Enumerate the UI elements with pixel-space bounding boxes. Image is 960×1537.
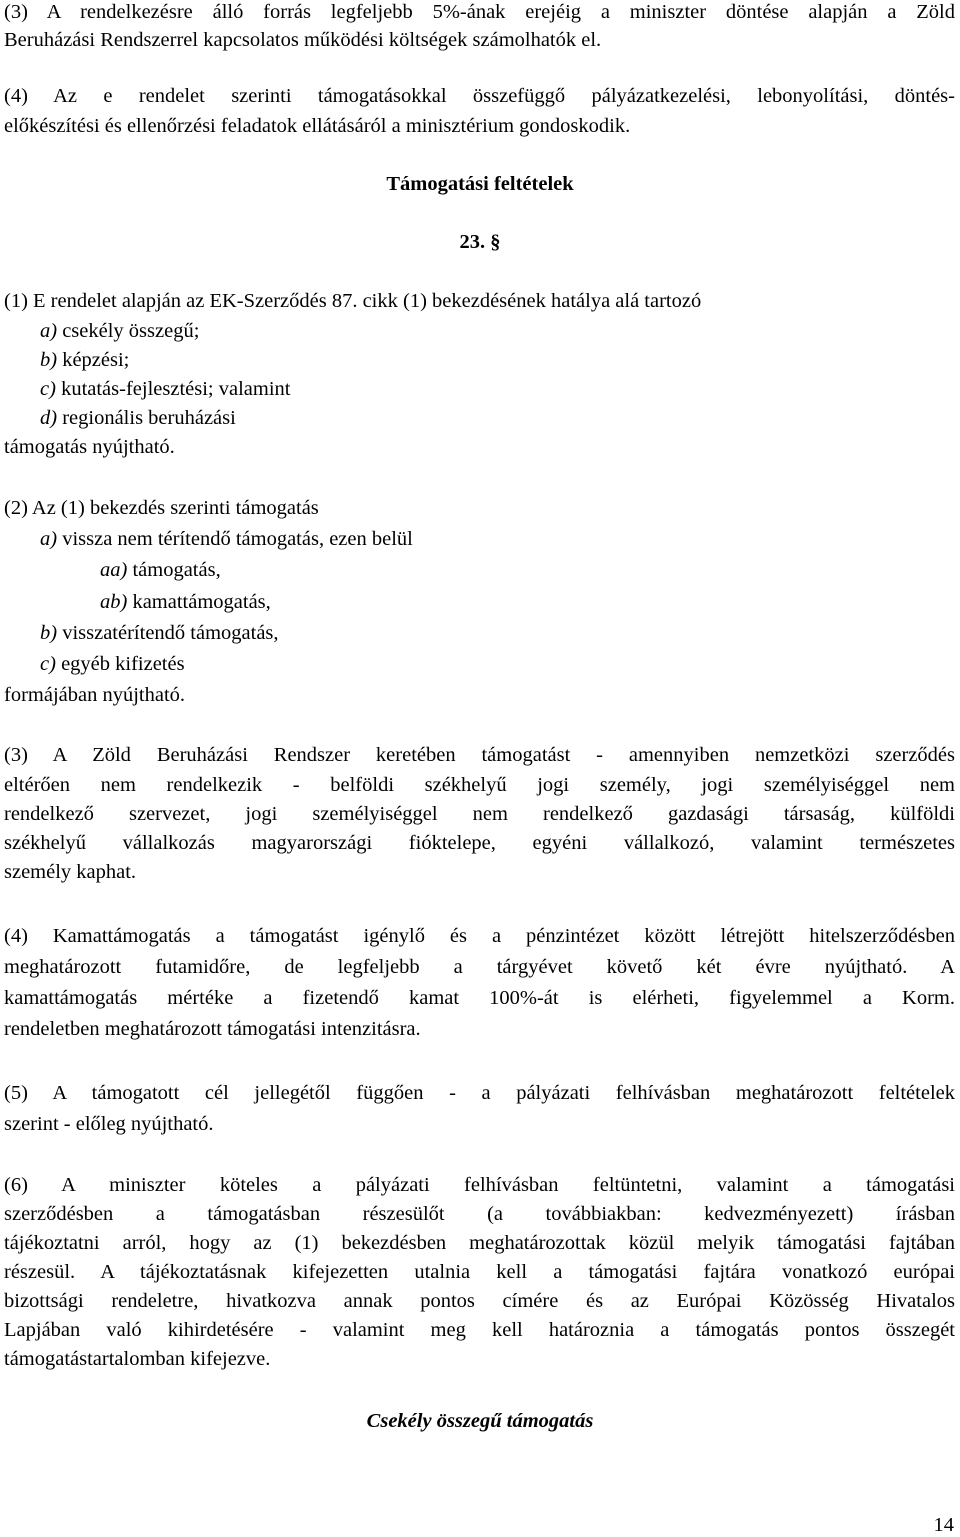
par3-line-1: (3) A Zöld Beruházási Rendszer keretében támogatást - amennyiben nemzetközi szerződés bbox=[4, 744, 955, 766]
par1-item-d bbox=[40, 406, 236, 430]
par3-line-4: székhelyű vállalkozás magyarországi fióktelepe, egyéni vállalkozó, valamint természetes bbox=[4, 832, 955, 854]
par5-line-1: (5) A támogatott cél jellegétől függően - a pályázati felhívásban meghatározott feltételek bbox=[4, 1082, 955, 1104]
list-text: csekély összegű; bbox=[62, 320, 200, 342]
list-label: aa) bbox=[100, 559, 128, 581]
list-label: ab) bbox=[100, 591, 128, 613]
list-text: vissza nem térítendő támogatás, ezen belül bbox=[62, 528, 413, 550]
par2-item-ab bbox=[100, 590, 271, 614]
par6-line-6: Lapjában való kihirdetésére - valamint meg kell határoznia a támogatás pontos összegét bbox=[4, 1319, 955, 1341]
par1-intro: (1) E rendelet alapján az EK-Szerződés 87. cikk (1) bekezdésének hatálya alá tartozó bbox=[4, 290, 702, 312]
list-text: képzési; bbox=[62, 349, 130, 371]
list-text: visszatérítendő támogatás, bbox=[62, 622, 279, 644]
par2-item-c bbox=[40, 652, 185, 676]
par2-item-aa bbox=[100, 558, 221, 582]
list-label: d) bbox=[40, 407, 58, 429]
par2-item-a bbox=[40, 527, 413, 551]
par4-line-4: rendeletben meghatározott támogatási intenzitásra. bbox=[4, 1018, 421, 1040]
par6-line-7: támogatástartalomban kifejezve. bbox=[4, 1348, 271, 1370]
par2-item-b bbox=[40, 621, 279, 645]
par6-line-2: szerződésben a támogatásban részesülőt (a továbbiakban: kedvezményezett) írásban bbox=[4, 1203, 955, 1225]
prev-par4-line-2: előkészítési és ellenőrzési feladatok ellátásáról a minisztérium gondoskodik. bbox=[4, 115, 631, 137]
par1-outro: támogatás nyújtható. bbox=[4, 436, 175, 458]
par1-item-a bbox=[40, 319, 199, 343]
page-number: 14 bbox=[933, 1514, 954, 1536]
par4-line-2: meghatározott futamidőre, de legfeljebb a tárgyévet követő két évre nyújtható. A bbox=[4, 956, 955, 978]
par3-line-3: rendelkező szervezet, jogi személyiséggel nem rendelkező gazdasági társaság, külföldi bbox=[4, 803, 955, 825]
list-label: a) bbox=[40, 320, 58, 342]
par4-line-3: kamattámogatás mértéke a fizetendő kamat 100%-át is elérheti, figyelemmel a Korm. bbox=[4, 987, 955, 1009]
par4-line-1: (4) Kamattámogatás a támogatást igénylő és a pénzintézet között létrejött hitelszerződésben bbox=[4, 925, 955, 947]
next-section-heading: Csekély összegű támogatás bbox=[366, 1410, 594, 1432]
par1-item-c bbox=[40, 377, 290, 401]
list-text: kutatás-fejlesztési; valamint bbox=[61, 378, 291, 400]
list-label: c) bbox=[40, 378, 56, 400]
prev-par4-line-1: (4) Az e rendelet szerinti támogatásokkal összefüggő pályázatkezelési, lebonyolítási, döntés- bbox=[4, 85, 955, 107]
par2-intro: (2) Az (1) bekezdés szerinti támogatás bbox=[4, 497, 319, 519]
prev-par3-line-2: Beruházási Rendszerrel kapcsolatos működési költségek számolhatók el. bbox=[4, 29, 602, 51]
list-label: b) bbox=[40, 349, 58, 371]
list-text: egyéb kifizetés bbox=[61, 653, 185, 675]
article-number: 23. § bbox=[459, 231, 501, 253]
section-title: Támogatási feltételek bbox=[386, 173, 574, 195]
list-text: támogatás, bbox=[132, 559, 221, 581]
list-label: b) bbox=[40, 622, 58, 644]
par6-line-3: tájékoztatni arról, hogy az (1) bekezdésben meghatározottak közül melyik támogatási fajtában bbox=[4, 1232, 955, 1254]
par1-item-b bbox=[40, 348, 129, 372]
par6-line-5: bizottsági rendeletre, hivatkozva annak pontos címére és az Európai Közösség Hivatalos bbox=[4, 1290, 955, 1312]
par3-line-5: személy kaphat. bbox=[4, 861, 137, 883]
par6-line-4: részesül. A tájékoztatásnak kifejezetten utalnia kell a támogatási fajtára vonatkozó európai bbox=[4, 1261, 955, 1283]
list-text: regionális beruházási bbox=[62, 407, 236, 429]
par2-outro: formájában nyújtható. bbox=[4, 684, 186, 706]
prev-par3-line-1: (3) A rendelkezésre álló forrás legfeljebb 5%-ának erejéig a miniszter döntése alapján a Zöld bbox=[4, 1, 955, 23]
list-label: c) bbox=[40, 653, 56, 675]
par3-line-2: eltérően nem rendelkezik - belföldi székhelyű jogi személy, jogi személyiséggel nem bbox=[4, 774, 955, 796]
list-text: kamattámogatás, bbox=[132, 591, 271, 613]
list-label: a) bbox=[40, 528, 58, 550]
par6-line-1: (6) A miniszter köteles a pályázati felhívásban feltüntetni, valamint a támogatási bbox=[4, 1174, 955, 1196]
par5-line-2: szerint - előleg nyújtható. bbox=[4, 1113, 214, 1135]
